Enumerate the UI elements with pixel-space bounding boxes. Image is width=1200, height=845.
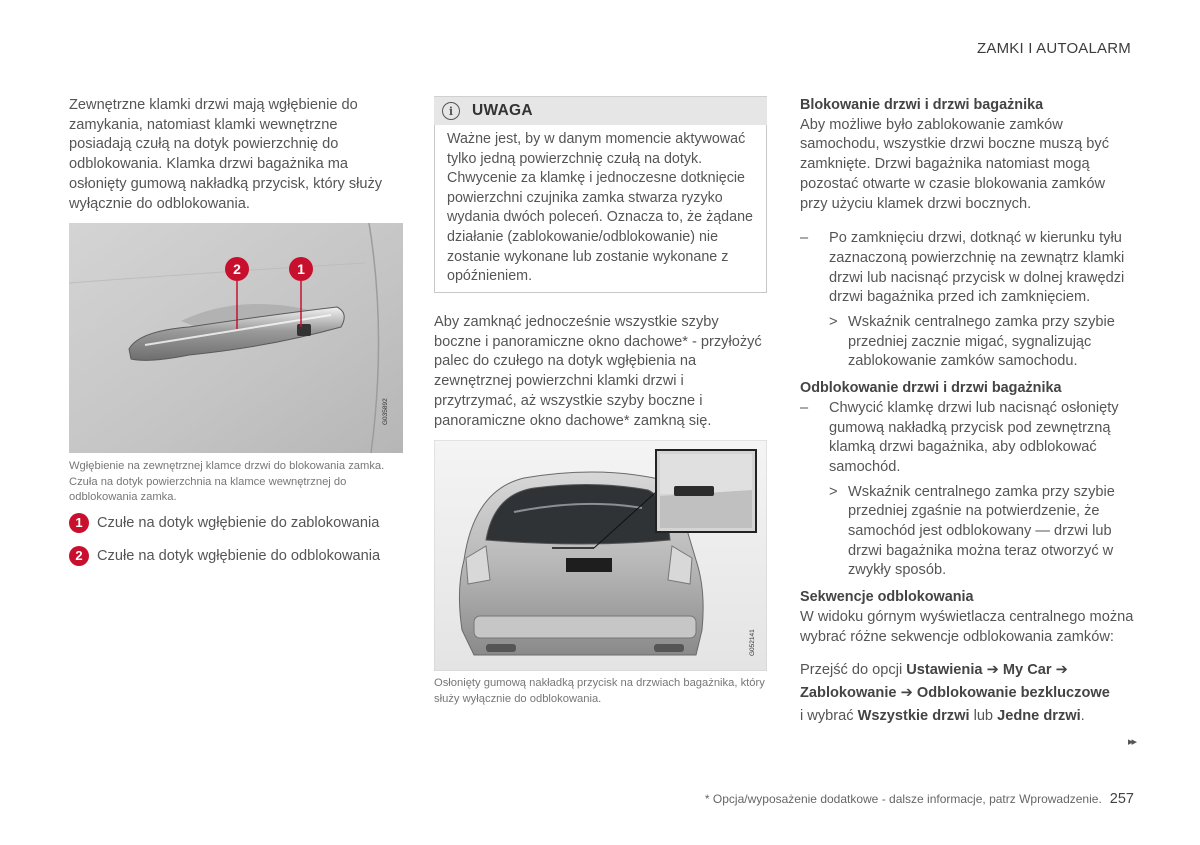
paragraph-sequences: W widoku górnym wyświetlacza centralnego można wybrać różne sekwencje odblokowania zamków: [800,608,1134,645]
legend-item-2: 2 Czułe na dotyk wgłębienie do odblokowania [69,546,409,566]
note-header [434,96,767,125]
callout-2: 2 [233,261,241,277]
intro-paragraph: Zewnętrzne klamki drzwi mają wgłębienie do zamykania, natomiast klamki wewnętrzne posiadają czułą na dotyk powierzchnię do odblokowania. Klamka drzwi bagażnika ma osłonięty gumową nakładką przycisk, który służy wyłącznie do odblokowania. [69,97,383,212]
figure-caption: Osłonięty gumową nakładką przycisk na drzwiach bagażnika, który służy wyłącznie do odblokowania. [434,677,765,705]
windows-paragraph: Aby zamknąć jednocześnie wszystkie szyby boczne i panoramiczne okno dachowe* - przyłożyć palec do czułego na dotyk wgłębienia na zewnętrznej powierzchni klamki drzwi i przytrzymać, aż wszystkie szyby boczne i panoramiczne okno dachowe* zamkną się. [434,314,762,429]
continue-icon: ▸▸ [1127,736,1135,748]
arrow-icon: ➔ [900,685,913,702]
heading-unlock: Odblokowanie drzwi i drzwi bagażnika [800,380,1062,397]
note-box [434,96,767,294]
figure-caption: Wgłębienie na zewnętrznej klamce drzwi do blokowania zamka. Czuła na dotyk powierzchnia na klamce wewnętrznej do odblokowania zamka. [69,460,385,504]
footer [705,791,1134,807]
tailgate-figure [434,440,767,671]
info-icon: i [442,102,460,120]
footer-note: * Opcja/wyposażenie dodatkowe - dalsze informacje, patrz Wprowadzenie. [704,792,1102,806]
callout-1: 1 [297,261,305,277]
legend-number-2: 2 [69,546,89,566]
legend-item-1: 1 Czułe na dotyk wgłębienie do zablokowania [69,513,409,533]
arrow-icon: ➔ [986,662,999,679]
note-title: UWAGA [472,102,533,119]
heading-lock: Blokowanie drzwi i drzwi bagażnika [800,97,1044,113]
figure-code: G035892 [382,398,389,425]
step-lock: – Po zamknięciu drzwi, dotknąć w kierunku tyłu zaznaczoną powierzchnię na zewnątrz klamki drzwi lub nacisnąć przycisk w dolnej krawędzi drzwi bagażnika przed ich zamknięciem. [800,230,1125,306]
page-number: 257 [1109,791,1134,807]
result-lock: > Wskaźnik centralnego zamka przy szybie przedniej zacznie migać, sygnalizując zablokowanie zamków samochodu. [829,314,1115,370]
navigation-path: Przejść do opcji Ustawienia ➔ My Car ➔ Zablokowanie ➔ Odblokowanie bezkluczowe i wybrać Wszystkie drzwi lub Jedne drzwi. [800,662,1110,725]
note-text: Ważne jest, by w danym momencie aktywować tylko jedną powierzchnię czułą na dotyk. Chwycenie za klamkę i jednoczesne dotknięcie powierzchni czujnika zamka stwarza ryzyko wydania dwóch poleceń. Oznacza to, że żądane działanie (zablokowanie/odblokowanie) nie zostanie wykonane lub zostanie wykonane z opóźnieniem. [434,125,767,293]
step-unlock: – Chwycić klamkę drzwi lub nacisnąć osłonięty gumową nakładką przycisk pod zewnętrzną klamką drzwi bagażnika, aby odblokować samochód. [800,399,1119,475]
column-3 [800,96,1135,728]
heading-sequences: Sekwencje odblokowania [800,589,974,606]
section-header: ZAMKI I AUTOALARM [977,40,1131,57]
door-handle-figure [69,223,403,453]
paragraph-lock: Aby możliwe było zablokowanie zamków samochodu, wszystkie drzwi boczne muszą być zamknięte. Drzwi bagażnika natomiast mogą pozostać otwarte w czasie blokowania zamków przy użyciu klamek drzwi bocznych. [800,116,1110,212]
figure-code: G052141 [749,629,756,656]
legend-number-1: 1 [69,513,89,533]
arrow-icon: ➔ [1055,662,1068,679]
result-unlock: > Wskaźnik centralnego zamka przy szybie przedniej zgaśnie na potwierdzenie, że samochód jest odblokowany — drzwi lub drzwi bagażnika można teraz otworzyć w zwykły sposób. [829,483,1115,579]
